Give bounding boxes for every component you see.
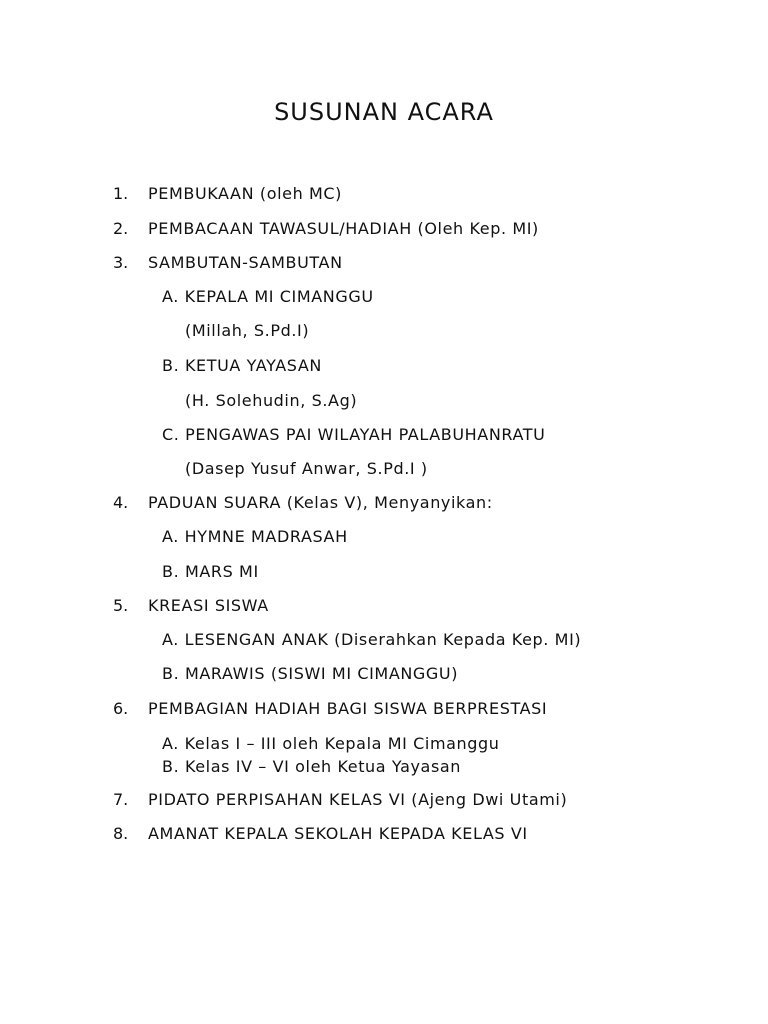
- list-item: PIDATO PERPISAHAN KELAS VI (Ajeng Dwi Utami): [148, 790, 568, 809]
- list-item-number: 1.: [113, 184, 129, 203]
- sub-item: C. PENGAWAS PAI WILAYAH PALABUHANRATU: [162, 425, 546, 444]
- list-item-number: 4.: [113, 493, 129, 512]
- list-item: PADUAN SUARA (Kelas V), Menyanyikan:: [148, 493, 493, 512]
- sub-item: B. MARS MI: [162, 562, 259, 581]
- page-title: SUSUNAN ACARA: [274, 98, 494, 126]
- sub-item-detail: (H. Solehudin, S.Ag): [185, 391, 358, 410]
- list-item-number: 7.: [113, 790, 129, 809]
- sub-item: A. Kelas I – III oleh Kepala MI Cimanggu: [162, 734, 500, 753]
- list-item: PEMBACAAN TAWASUL/HADIAH (Oleh Kep. MI): [148, 219, 539, 238]
- list-item-number: 2.: [113, 219, 129, 238]
- sub-item-detail: (Dasep Yusuf Anwar, S.Pd.I ): [185, 459, 428, 478]
- sub-item: A. KEPALA MI CIMANGGU: [162, 287, 374, 306]
- list-item-number: 3.: [113, 253, 129, 272]
- list-item-number: 6.: [113, 699, 129, 718]
- list-item: PEMBAGIAN HADIAH BAGI SISWA BERPRESTASI: [148, 699, 548, 718]
- list-item: AMANAT KEPALA SEKOLAH KEPADA KELAS VI: [148, 824, 528, 843]
- sub-item: B. MARAWIS (SISWI MI CIMANGGU): [162, 664, 459, 683]
- sub-item-detail: (Millah, S.Pd.I): [185, 321, 310, 340]
- sub-item: A. HYMNE MADRASAH: [162, 527, 348, 546]
- list-item-number: 8.: [113, 824, 129, 843]
- list-item-number: 5.: [113, 596, 129, 615]
- sub-item: B. Kelas IV – VI oleh Ketua Yayasan: [162, 757, 462, 776]
- list-item: KREASI SISWA: [148, 596, 269, 615]
- sub-item: B. KETUA YAYASAN: [162, 356, 322, 375]
- list-item: SAMBUTAN-SAMBUTAN: [148, 253, 343, 272]
- list-item: PEMBUKAAN (oleh MC): [148, 184, 343, 203]
- sub-item: A. LESENGAN ANAK (Diserahkan Kepada Kep. MI): [162, 630, 582, 649]
